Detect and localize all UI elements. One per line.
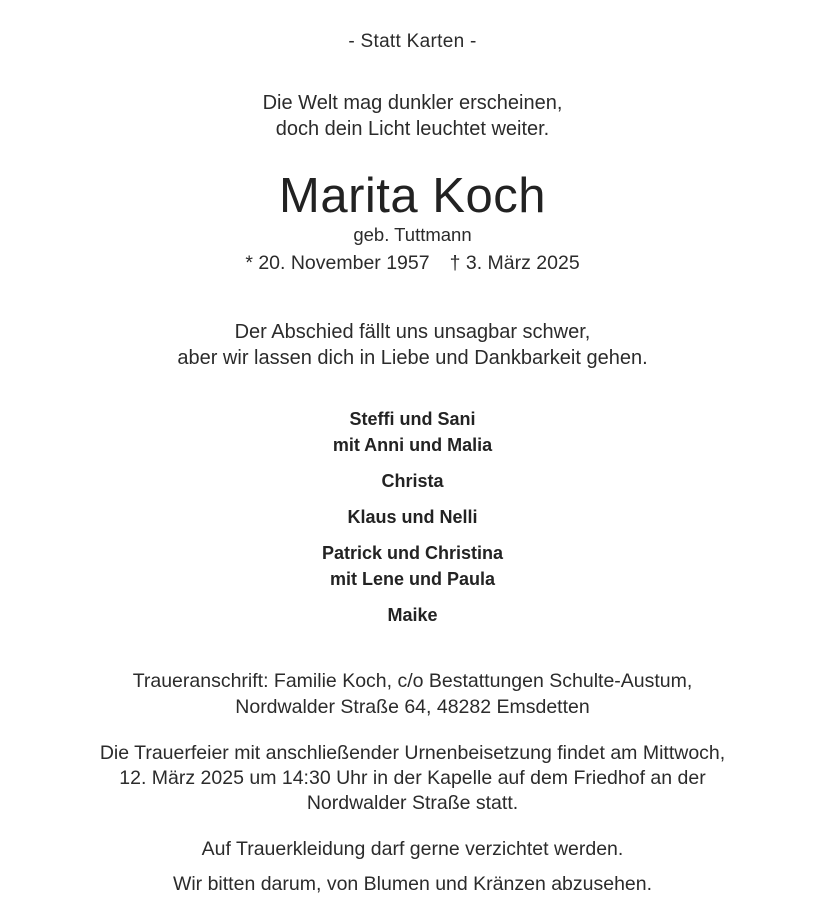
death-date: † 3. März 2025: [449, 252, 580, 274]
mourner-line: mit Lene und Paula: [329, 569, 496, 589]
mourner-line: Steffi und Sani: [349, 409, 476, 429]
mourner-group: [0, 468, 825, 494]
farewell-line: aber wir lassen dich in Liebe und Dankbarkeit gehen.: [177, 347, 648, 369]
service-line: Nordwalder Straße statt.: [306, 792, 519, 814]
poem-verse: [0, 90, 825, 142]
mourner-group: [0, 540, 825, 592]
service-line: 12. März 2025 um 14:30 Uhr in der Kapelle auf dem Friedhof an der: [119, 767, 706, 789]
mourner-group: [0, 504, 825, 530]
mourner-group: [0, 406, 825, 458]
funeral-service-info: [0, 741, 825, 816]
mourner-line: mit Anni und Malia: [332, 435, 493, 455]
poem-line: Die Welt mag dunkler erscheinen,: [262, 92, 563, 114]
mourner-line: Klaus und Nelli: [347, 507, 478, 527]
condolence-address: [0, 669, 825, 720]
maiden-name: geb. Tuttmann: [353, 224, 472, 245]
farewell-line: Der Abschied fällt uns unsagbar schwer,: [234, 321, 591, 343]
farewell-text: [0, 319, 825, 371]
mourners-list: [0, 406, 825, 628]
mourner-line: Maike: [387, 605, 438, 625]
life-dates: [0, 251, 825, 275]
address-line: Traueranschrift: Familie Koch, c/o Bestattungen Schulte-Austum,: [132, 670, 693, 692]
deceased-name: Marita Koch: [279, 169, 546, 223]
mourner-group: [0, 602, 825, 628]
poem-line: doch dein Licht leuchtet weiter.: [275, 118, 550, 140]
mourner-line: Christa: [381, 471, 444, 491]
birth-date: * 20. November 1957: [245, 252, 430, 274]
mourner-line: Patrick und Christina: [321, 543, 504, 563]
service-line: Die Trauerfeier mit anschließender Urnenbeisetzung findet am Mittwoch,: [99, 742, 726, 764]
closing-note-flowers: Wir bitten darum, von Blumen und Kränzen abzusehen.: [172, 873, 653, 895]
pre-note: - Statt Karten -: [348, 31, 477, 52]
closing-note-attire: Auf Trauerkleidung darf gerne verzichtet werden.: [201, 838, 624, 860]
address-line: Nordwalder Straße 64, 48282 Emsdetten: [235, 695, 590, 718]
